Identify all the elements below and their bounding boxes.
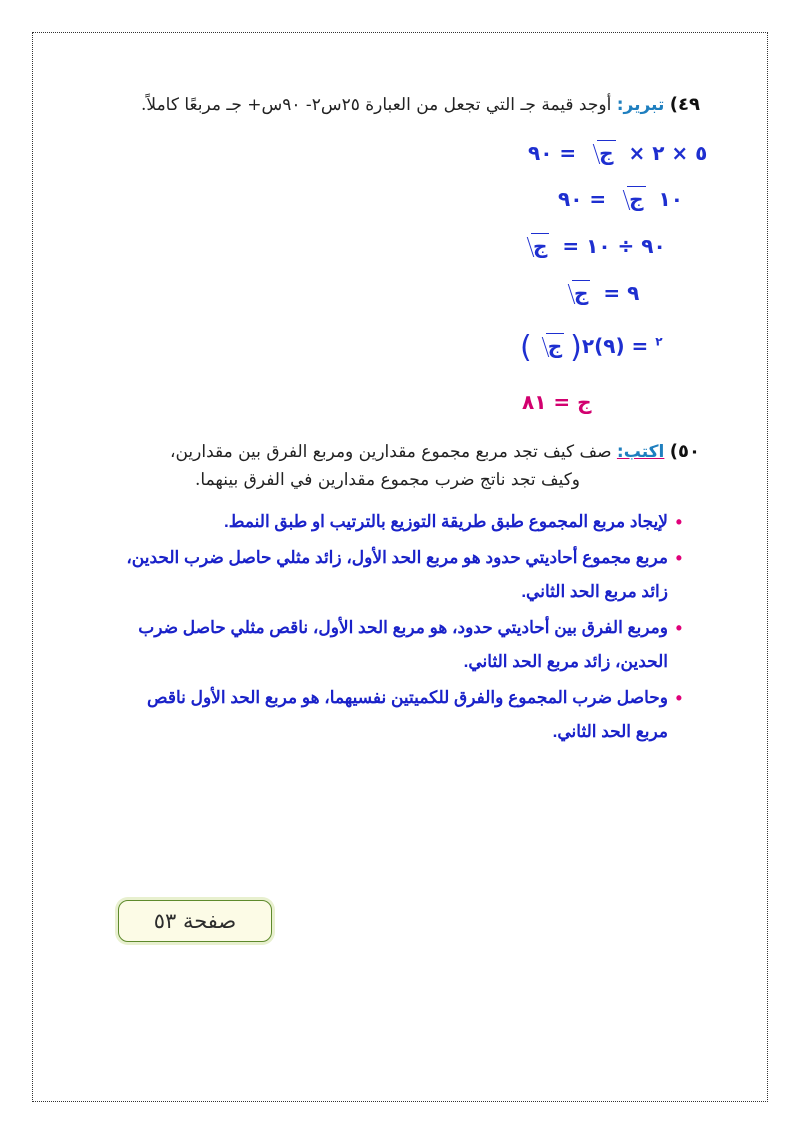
- solution-step-5: ( ج ) $^٢$ = (٩)٢: [520, 330, 663, 365]
- list-item: • ومربع الفرق بين أحاديتي حدود، هو مربع الحد الأول، ناقص مثلي حاصل ضرب الحدين، زائد مربع الحد الثاني.: [122, 611, 682, 679]
- step-1-right: = ٩٠: [528, 141, 577, 165]
- solution-step-1: [528, 140, 707, 165]
- page-number-badge: صفحة ٥٣: [118, 900, 272, 942]
- solution-step-4: [558, 280, 639, 305]
- question-50-number: ٥٠): [669, 441, 700, 462]
- sqrt-symbol: ج: [536, 333, 566, 358]
- sqrt-symbol: ج: [587, 140, 617, 165]
- step-4-right: = ٩: [603, 281, 640, 305]
- sqrt-symbol: ج: [521, 233, 551, 258]
- question-50-prompt-line1: صف كيف تجد مربع مجموع مقدارين ومربع الفرق بين مقدارين،: [169, 442, 612, 462]
- step-6-right: = ٨١: [522, 390, 571, 414]
- question-50: [50, 438, 700, 494]
- step-5-right: = (٩)٢: [581, 334, 649, 358]
- step-3-right: = ٩٠ ÷ ١٠: [562, 234, 666, 258]
- step-1-left: ٥ × ٢ ×: [628, 141, 708, 165]
- question-50-label: اكتب:: [616, 442, 665, 462]
- question-50-prompt-line2: وكيف تجد ناتج ضرب مجموع مقدارين في الفرق بينهما.: [195, 470, 580, 490]
- step-2-left: ١٠: [658, 187, 683, 211]
- sqrt-symbol: ج: [617, 186, 647, 211]
- list-item: • وحاصل ضرب المجموع والفرق للكميتين نفسيهما، هو مربع الحد الأول ناقص مربع الحد الثاني.: [122, 681, 682, 749]
- question-49: [60, 94, 700, 115]
- solution-step-2: [558, 186, 683, 211]
- answer-list: [122, 505, 682, 751]
- question-49-prompt: أوجد قيمة جـ التي تجعل من العبارة ٢٥س٢- ٩٠س+ جـ مربعًا كاملاً.: [141, 95, 612, 115]
- question-49-number: ٤٩): [669, 94, 700, 115]
- step-5-power: ٢: [655, 334, 663, 349]
- sqrt-symbol: ج: [562, 280, 592, 305]
- list-item: • لإيجاد مربع المجموع طبق طريقة التوزيع بالترتيب او طبق النمط.: [122, 505, 682, 539]
- solution-step-3: [517, 233, 666, 258]
- step-6-left: ج: [577, 390, 592, 414]
- step-2-right: = ٩٠: [558, 187, 607, 211]
- list-item: • مربع مجموع أحاديتي حدود هو مربع الحد الأول، زائد مثلي حاصل ضرب الحدين، زائد مربع الحد الثاني.: [122, 541, 682, 609]
- solution-step-6: [522, 390, 632, 414]
- question-49-label: تبرير:: [616, 95, 665, 115]
